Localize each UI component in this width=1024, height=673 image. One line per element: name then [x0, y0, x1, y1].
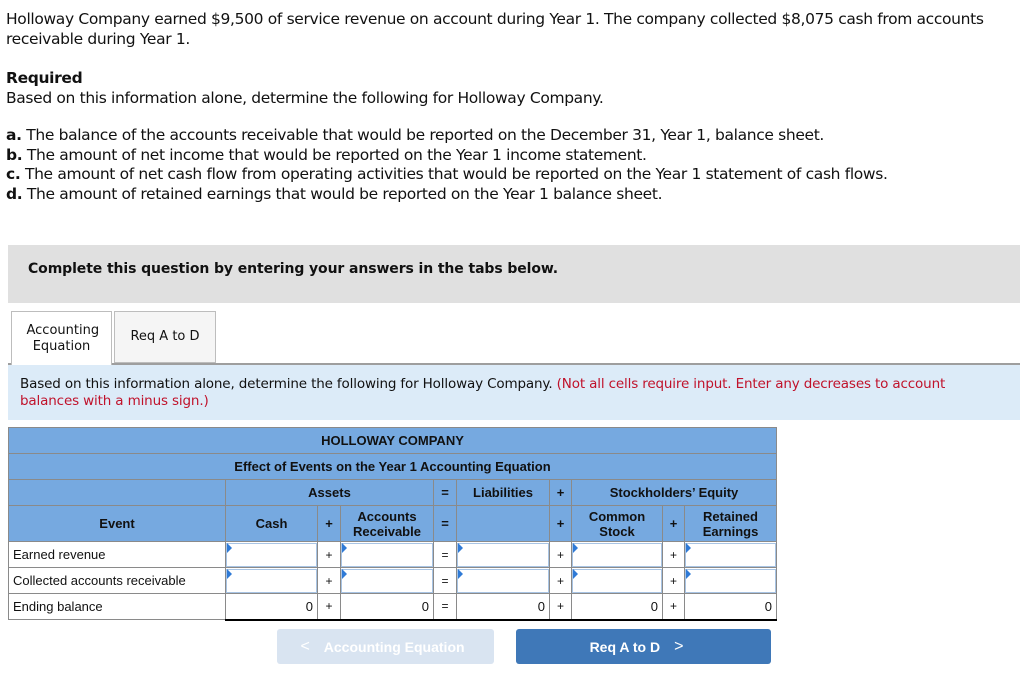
accounts-receivable-input[interactable] [341, 569, 433, 593]
tab-accounting-equation[interactable]: Accounting Equation [11, 311, 112, 365]
next-tab-button[interactable]: Req A to D > [516, 629, 771, 664]
col-common-stock: Common Stock [572, 506, 663, 542]
group-assets: Assets [226, 480, 434, 506]
table-title: HOLLOWAY COMPANY [9, 428, 777, 454]
col-retained-earnings: Retained Earnings [685, 506, 777, 542]
event-label: Collected accounts receivable [9, 568, 226, 594]
tab-instructions: Based on this information alone, determine the following for Holloway Company. (Not all cells require input. Enter any decreases to account balances with a minus sign.) [8, 365, 1020, 420]
table-subtitle: Effect of Events on the Year 1 Accounting Equation [9, 454, 777, 480]
required-body: Based on this information alone, determine the following for Holloway Company. [6, 89, 604, 107]
chevron-left-icon: < [300, 637, 310, 655]
col-equals: = [434, 506, 457, 542]
col-cash: Cash [226, 506, 318, 542]
required-item-a: a. The balance of the accounts receivable that would be reported on the December 31, Year 1, balance sheet. [6, 126, 825, 144]
instructions-banner: Complete this question by entering your answers in the tabs below. [8, 245, 1020, 303]
group-spacer [9, 480, 226, 506]
group-liabilities: Liabilities [457, 480, 550, 506]
col-plus: + [318, 506, 341, 542]
plus-sign: + [318, 542, 341, 568]
event-label: Ending balance [9, 594, 226, 620]
equals-sign: = [434, 568, 457, 594]
common-stock-input[interactable] [572, 569, 662, 593]
table-row-earned-revenue [9, 542, 777, 568]
liabilities-input[interactable] [457, 543, 549, 567]
col-event: Event [9, 506, 226, 542]
plus-sign: + [550, 594, 572, 620]
equals-sign: = [434, 542, 457, 568]
question-intro: Holloway Company earned $9,500 of service revenue on account during Year 1. The company collected $8,075 cash from accounts receivable during Year 1. [6, 10, 984, 48]
table-row-collected-ar [9, 568, 777, 594]
accounts-receivable-input[interactable] [341, 543, 433, 567]
table-row-ending-balance [9, 594, 777, 620]
col-accounts-receivable: Accounts Receivable [341, 506, 434, 542]
group-equity: Stockholders’ Equity [572, 480, 777, 506]
required-item-b: b. The amount of net income that would be reported on the Year 1 income statement. [6, 145, 647, 164]
instructions-note: (Not all cells require input. Enter any decreases to account balances with a minus sign.) [20, 376, 946, 409]
retained-earnings-input[interactable] [685, 569, 776, 593]
plus-sign: + [663, 542, 685, 568]
required-items [6, 126, 888, 204]
ending-common-stock: 0 [572, 594, 663, 620]
cash-input[interactable] [226, 569, 317, 593]
plus-sign: + [318, 568, 341, 594]
plus-sign: + [318, 594, 341, 620]
tab-req-a-to-d[interactable]: Req A to D [114, 311, 216, 363]
ending-accounts-receivable: 0 [341, 594, 434, 620]
common-stock-input[interactable] [572, 543, 662, 567]
cash-input[interactable] [226, 543, 317, 567]
plus-sign: + [550, 542, 572, 568]
plus-sign: + [663, 594, 685, 620]
ending-retained-earnings: 0 [685, 594, 777, 620]
col-plus: + [550, 506, 572, 542]
plus-sign: + [663, 568, 685, 594]
event-label: Earned revenue [9, 542, 226, 568]
liabilities-input[interactable] [457, 569, 549, 593]
ending-liabilities: 0 [457, 594, 550, 620]
prev-tab-button: < Accounting Equation [277, 629, 494, 664]
group-plus: + [550, 480, 572, 506]
accounting-equation-table [8, 427, 777, 621]
retained-earnings-input[interactable] [685, 543, 776, 567]
equals-sign: = [434, 594, 457, 620]
required-title: Required [6, 69, 83, 87]
ending-cash: 0 [226, 594, 318, 620]
required-item-c: c. The amount of net cash flow from operating activities that would be reported on the Year 1 statement of cash flows. [6, 165, 888, 183]
chevron-right-icon: > [674, 637, 684, 655]
required-item-d: d. The amount of retained earnings that would be reported on the Year 1 balance sheet. [6, 184, 663, 203]
col-liabilities [457, 506, 550, 542]
col-plus: + [663, 506, 685, 542]
plus-sign: + [550, 568, 572, 594]
group-equals: = [434, 480, 457, 506]
